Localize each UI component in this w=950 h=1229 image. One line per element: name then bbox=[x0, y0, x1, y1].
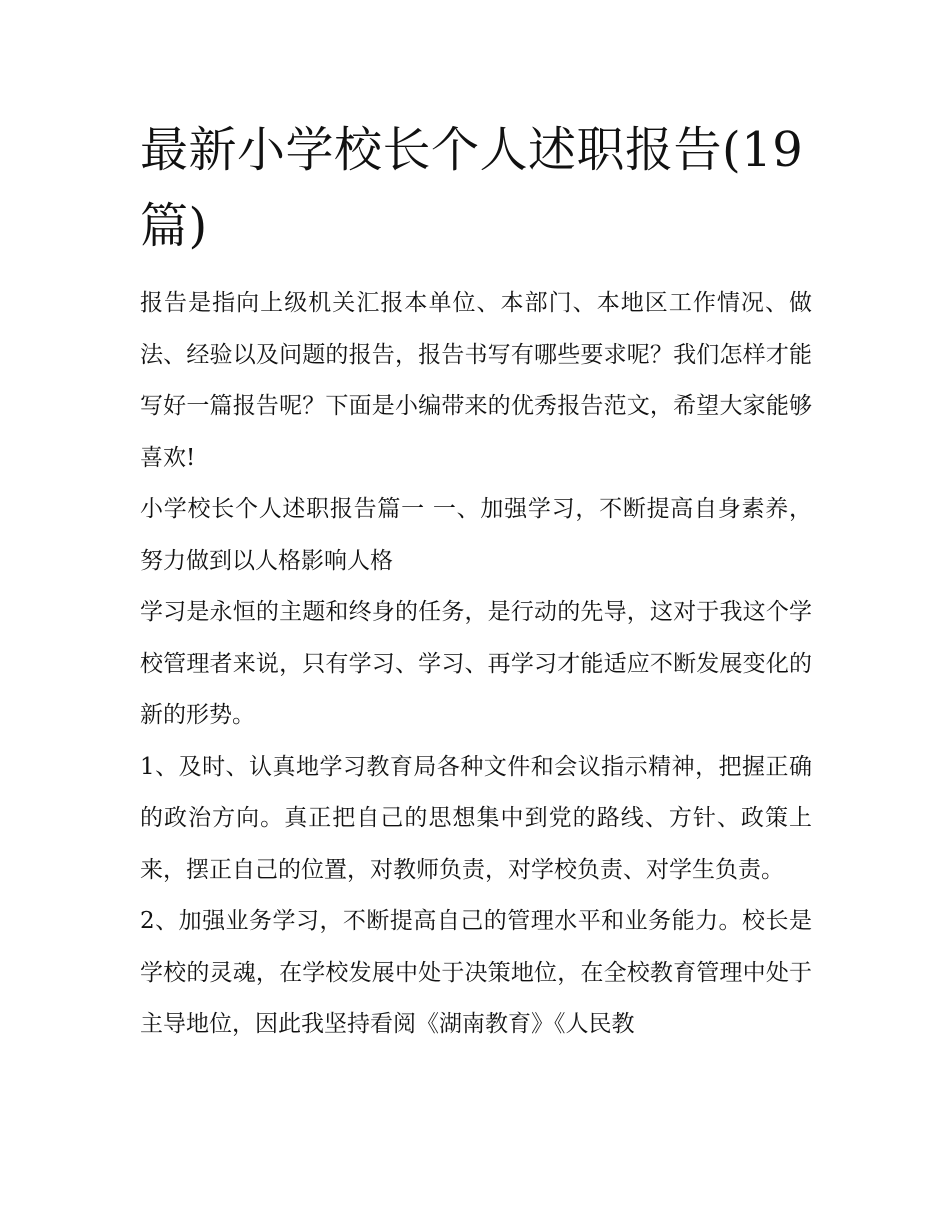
numbered-paragraph-1: 1、及时、认真地学习教育局各种文件和会议指示精神，把握正确的政治方向。真正把自己的思想集中到党的路线、方针、政策上来，摆正自己的位置，对教师负责，对学校负责、对学生负责。 bbox=[140, 753, 812, 883]
section-heading-paragraph: 小学校长个人述职报告篇一 一、加强学习，不断提高自身素养，努力做到以人格影响人格 bbox=[140, 496, 812, 574]
document-title: 最新小学校长个人述职报告(19篇) bbox=[140, 122, 804, 254]
body-paragraph: 学习是永恒的主题和终身的任务，是行动的先导，这对于我这个学校管理者来说，只有学习、学习、再学习才能适应不断发展变化的新的形势。 bbox=[140, 599, 812, 728]
document-body bbox=[140, 112, 812, 1051]
numbered-paragraph-2: 2、加强业务学习，不断提高自己的管理水平和业务能力。校长是学校的灵魂，在学校发展中处于决策地位，在全校教育管理中处于主导地位，因此我坚持看阅《湖南教育》《人民教 bbox=[140, 908, 812, 1037]
intro-paragraph: 报告是指向上级机关汇报本单位、本部门、本地区工作情况、做法、经验以及问题的报告，报告书写有哪些要求呢？我们怎样才能写好一篇报告呢？下面是小编带来的优秀报告范文，希望大家能够喜欢! bbox=[140, 290, 812, 471]
